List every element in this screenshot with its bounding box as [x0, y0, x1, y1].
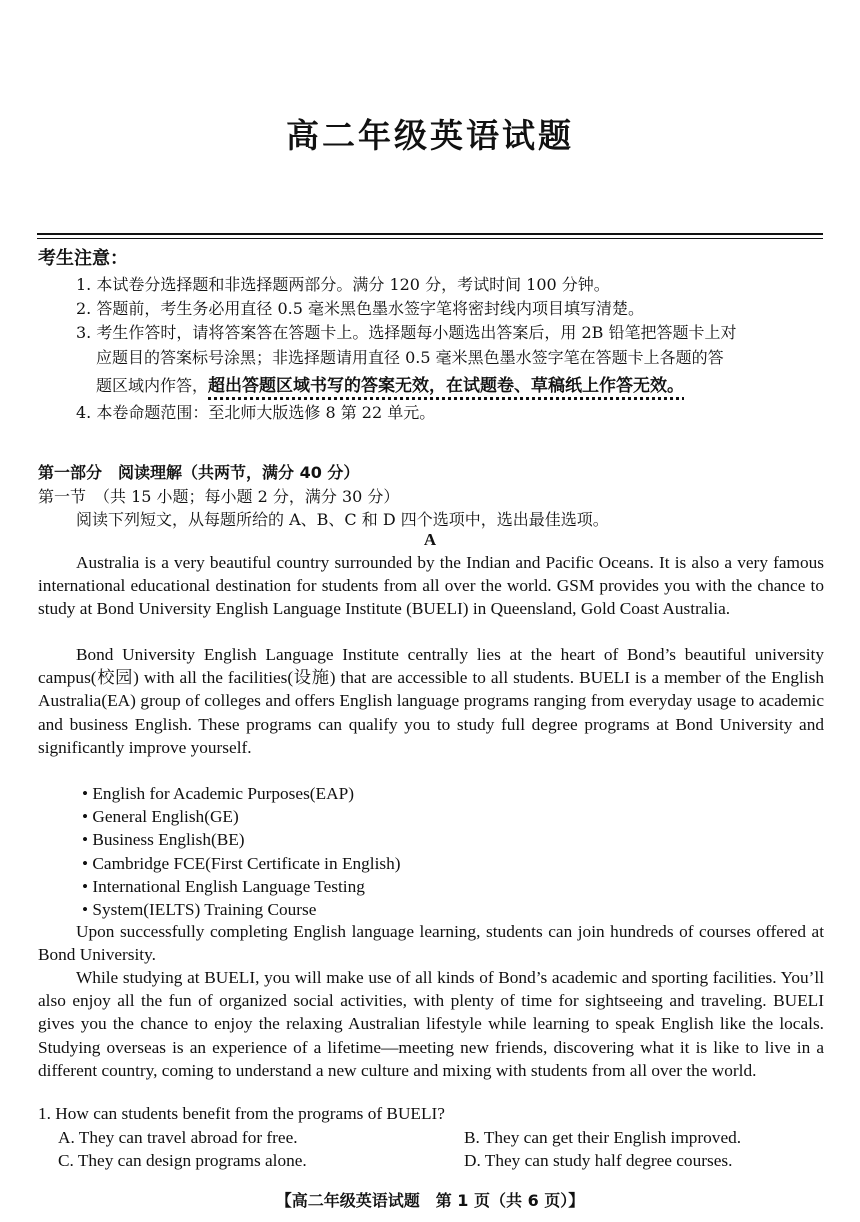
- passage-label: A: [423, 530, 437, 549]
- notice-item-2: 2. 答题前，考生务必用直径 0.5 毫米黑色墨水签字笔将密封线内项目填写清楚。: [76, 299, 644, 318]
- notice-item-3-tail: 题区域内作答，: [96, 376, 209, 395]
- list-item: • English for Academic Purposes(EAP): [82, 782, 401, 805]
- notice-heading: 考生注意：: [38, 248, 128, 269]
- notice-item-3-cont: 应题目的答案标号涂黑；非选择题请用直径 0.5 毫米黑色墨水签字笔在答题卡上各题的答: [96, 348, 724, 367]
- notice-item-3-cont2: [96, 371, 684, 396]
- passage-paragraph-4: While studying at BUELI, you will make use of all kinds of Bond’s academic and sporting facilities. You’ll also enjoy all the fun of organized social activities, with plenty of time for sightseeing and traveling. BUELI gives you the chance to enjoy the relaxing Australian lifestyle while learning to speak English like the locals. Studying overseas is an experience of a lifetime—meeting new friends, discovering what it is like to live in a different country, coming to understand a new culture and mixing with students from all over the world.: [38, 968, 824, 1080]
- program-list: [82, 782, 401, 921]
- list-item: • International English Language Testing: [82, 875, 401, 898]
- notice-emphasis: 超出答题区域书写的答案无效，在试题卷、草稿纸上作答无效。: [208, 376, 685, 396]
- notice-item-3: 3. 考生作答时，请将答案答在答题卡上。选择题每小题选出答案后，用 2B 铅笔把答题卡上对: [76, 323, 737, 342]
- notice-item-1: 1. 本试卷分选择题和非选择题两部分。满分 120 分，考试时间 100 分钟。: [76, 275, 610, 294]
- passage-paragraph-1: Australia is a very beautiful country surrounded by the Indian and Pacific Oceans. It is also a very famous international educational destination for students from all over the world. GSM provides you with the chance to study at Bond University English Language Institute (BUELI) in Queensland, Gold Coast Australia.: [38, 553, 824, 619]
- page-footer: 【高二年级英语试题 第 1 页（共 6 页）】: [275, 1191, 585, 1210]
- passage-paragraph-3: Upon successfully completing English language learning, students can join hundreds of courses offered at Bond University.: [38, 922, 824, 965]
- question-1-option-d: D. They can study half degree courses.: [464, 1151, 733, 1170]
- exam-title: 高二年级英语试题: [286, 116, 574, 155]
- section-heading: 第一节 （共 15 小题；每小题 2 分，满分 30 分）: [38, 487, 400, 506]
- question-1-option-a: A. They can travel abroad for free.: [58, 1128, 298, 1147]
- passage-paragraph-2: Bond University English Language Institute centrally lies at the heart of Bond’s beautiful university campus(校园) with all the facilities(设施) that are accessible to all students. BUELI is a member of the English Australia(EA) group of colleges and offers English language programs ranging from everyday usage to academic and business English. These programs can qualify you to study full degree programs at Bond University and significantly improve yourself.: [38, 645, 824, 757]
- question-1-option-c: C. They can design programs alone.: [58, 1151, 307, 1170]
- divider-thick: [37, 233, 823, 235]
- list-item: • System(IELTS) Training Course: [82, 898, 401, 921]
- list-item: • Business English(BE): [82, 828, 401, 851]
- part-heading: 第一部分 阅读理解（共两节，满分 40 分）: [38, 463, 360, 482]
- list-item: • General English(GE): [82, 805, 401, 828]
- divider-thin: [37, 238, 823, 239]
- list-item: • Cambridge FCE(First Certificate in English): [82, 852, 401, 875]
- question-1-option-b: B. They can get their English improved.: [464, 1128, 742, 1147]
- question-1-stem: 1. How can students benefit from the programs of BUELI?: [38, 1104, 445, 1123]
- notice-item-4: 4. 本卷命题范围：至北师大版选修 8 第 22 单元。: [76, 403, 436, 422]
- instruction: 阅读下列短文，从每题所给的 A、B、C 和 D 四个选项中，选出最佳选项。: [76, 510, 609, 529]
